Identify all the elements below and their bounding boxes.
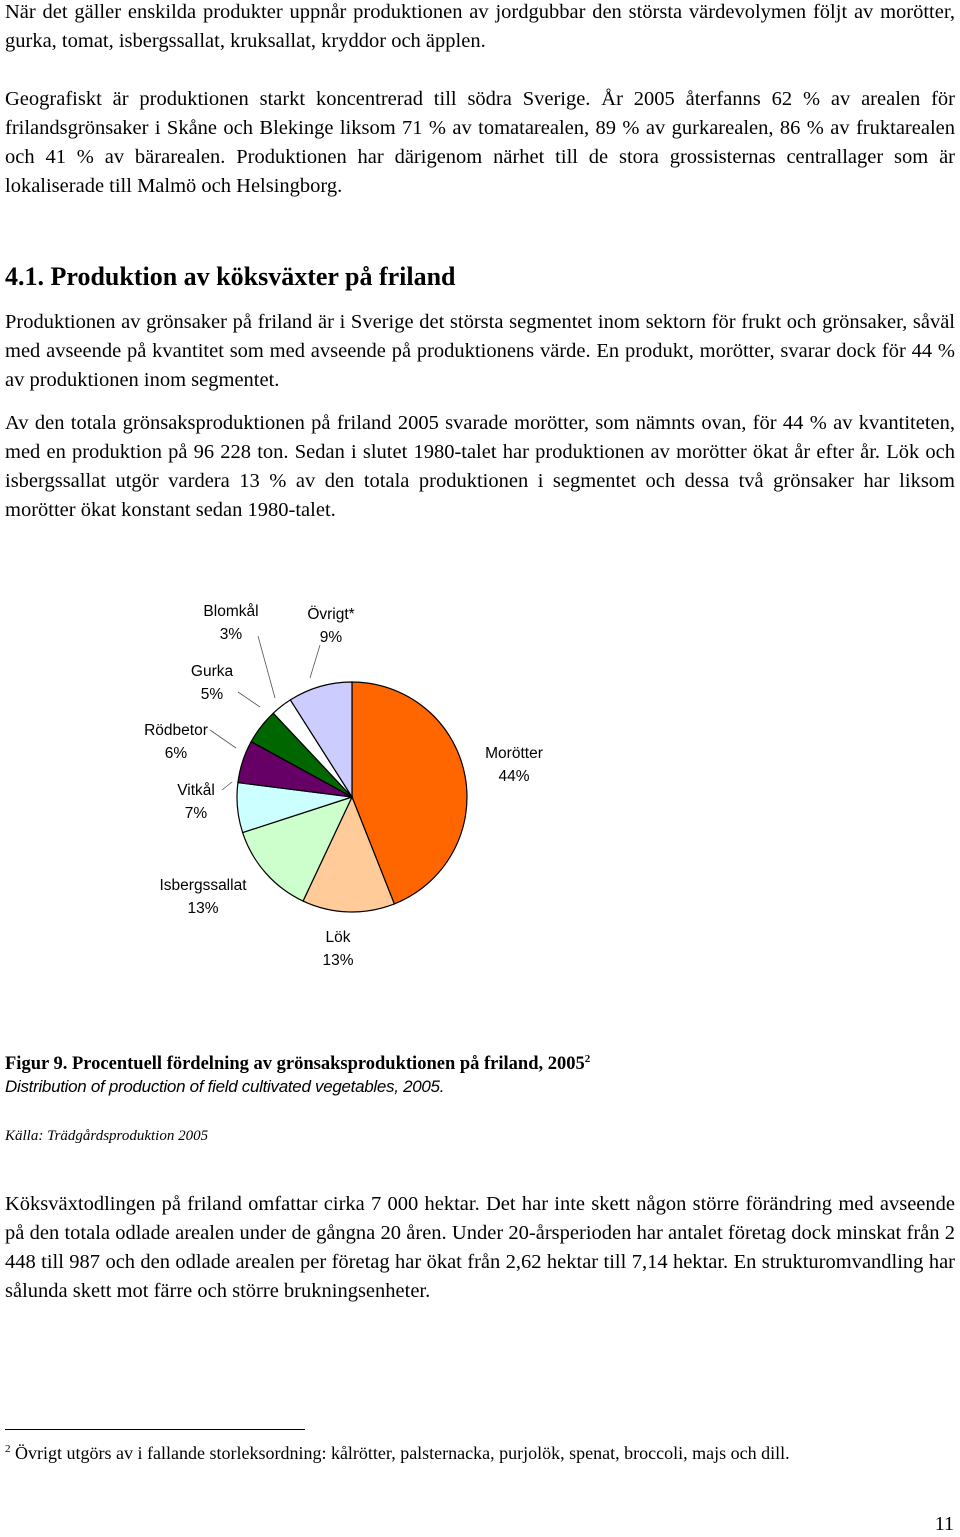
footnote-divider — [5, 1429, 305, 1430]
leader-line — [222, 782, 232, 790]
paragraph-production: Produktionen av grönsaker på friland är i Sverige det största segmentet inom sektorn för frukt och grönsaker, såväl med avseende på kvantitet som med avseende på produktionens värde. En produkt, morötter, svarar dock för 44 % av produktionen inom segmentet. — [5, 311, 955, 391]
caption-english: Distribution of production of field cultivated vegetables, 2005. — [5, 1077, 445, 1097]
footnote-number: 2 — [5, 1443, 11, 1455]
slice-label-value: 3% — [219, 626, 243, 643]
slice-label-value: 13% — [322, 952, 354, 969]
slice-label-value: 44% — [498, 768, 530, 785]
slice-label-name: Övrigt* — [307, 606, 355, 623]
pie-chart — [0, 590, 960, 990]
slice-label-value: 7% — [184, 805, 208, 822]
slice-label-name: Lök — [325, 929, 351, 946]
slice-label-name: Vitkål — [177, 782, 215, 799]
caption-text: Procentuell fördelning av grönsaksproduktionen på friland, 2005 — [67, 1054, 585, 1075]
slice-label-value: 9% — [319, 629, 343, 646]
slice-label-name: Morötter — [485, 745, 543, 762]
footnote-text: Övrigt utgörs av i fallande storleksordning: kålrötter, palsternacka, purjolök, spenat, broccoli, majs och dill. — [10, 1443, 790, 1463]
footnote — [5, 1443, 790, 1464]
paragraph-distribution: Av den totala grönsaksproduktionen på friland 2005 svarade morötter, som nämnts ovan, för 44 % av kvantiteten, med en produktion på 96 228 ton. Sedan i slutet 1980-talet har produktionen av morötter ökat år efter år. Lök och isbergssallat utgör vardera 13 % av den totala produktionen i segmentet och dessa två grönsaker har liksom morötter ökat konstant sedan 1980-talet. — [5, 412, 955, 521]
paragraph-geography: Geografiskt är produktionen starkt koncentrerad till södra Sverige. År 2005 återfanns 62 % av arealen för frilandsgrönsaker i Skåne och Blekinge liksom 71 % av tomatarealen, 89 % av gurkarealen, 86 % av fruktarealen och 41 % av bärarealen. Produktionen har därigenom närhet till de stora grossisternas centrallager som är lokaliserade till Malmö och Helsingborg. — [5, 88, 955, 197]
paragraph-intro: När det gäller enskilda produkter uppnår produktionen av jordgubbar den största värdevolymen följt av morötter, gurka, tomat, isbergssallat, kruksallat, kryddor och äpplen. — [5, 1, 955, 52]
slice-label-name: Blomkål — [203, 603, 259, 620]
paragraph-area: Köksväxtodlingen på friland omfattar cirka 7 000 hektar. Det har inte skett någon större förändring med avseende på den totala odlade arealen under de gångna 20 åren. Under 20-årsperioden har antalet företag dock minskat från 2 448 till 987 och den odlade arealen per företag har ökat från 2,62 hektar till 7,14 hektar. En strukturomvandling har sålunda skett mot färre och större brukningsenheter. — [5, 1193, 955, 1302]
slice-label-value: 5% — [200, 686, 224, 703]
slice-label-value: 6% — [164, 745, 188, 762]
slice-label-name: Isbergssallat — [159, 877, 247, 894]
slice-label-value: 13% — [187, 900, 219, 917]
caption-prefix: Figur 9. — [5, 1054, 68, 1075]
figure-source: Källa: Trädgårdsproduktion 2005 — [5, 1128, 209, 1144]
slice-label-name: Gurka — [190, 663, 234, 680]
leader-line — [310, 645, 320, 678]
figure-caption — [5, 1053, 955, 1097]
leader-line — [210, 730, 236, 748]
leader-line — [238, 692, 260, 707]
section-heading: 4.1. Produktion av köksväxter på friland — [5, 262, 456, 291]
slice-label-name: Rödbetor — [144, 722, 208, 739]
pie-slices — [237, 682, 467, 912]
caption-footnote-ref: 2 — [584, 1053, 591, 1065]
page-number: 11 — [934, 1513, 954, 1535]
leader-line — [258, 636, 275, 698]
